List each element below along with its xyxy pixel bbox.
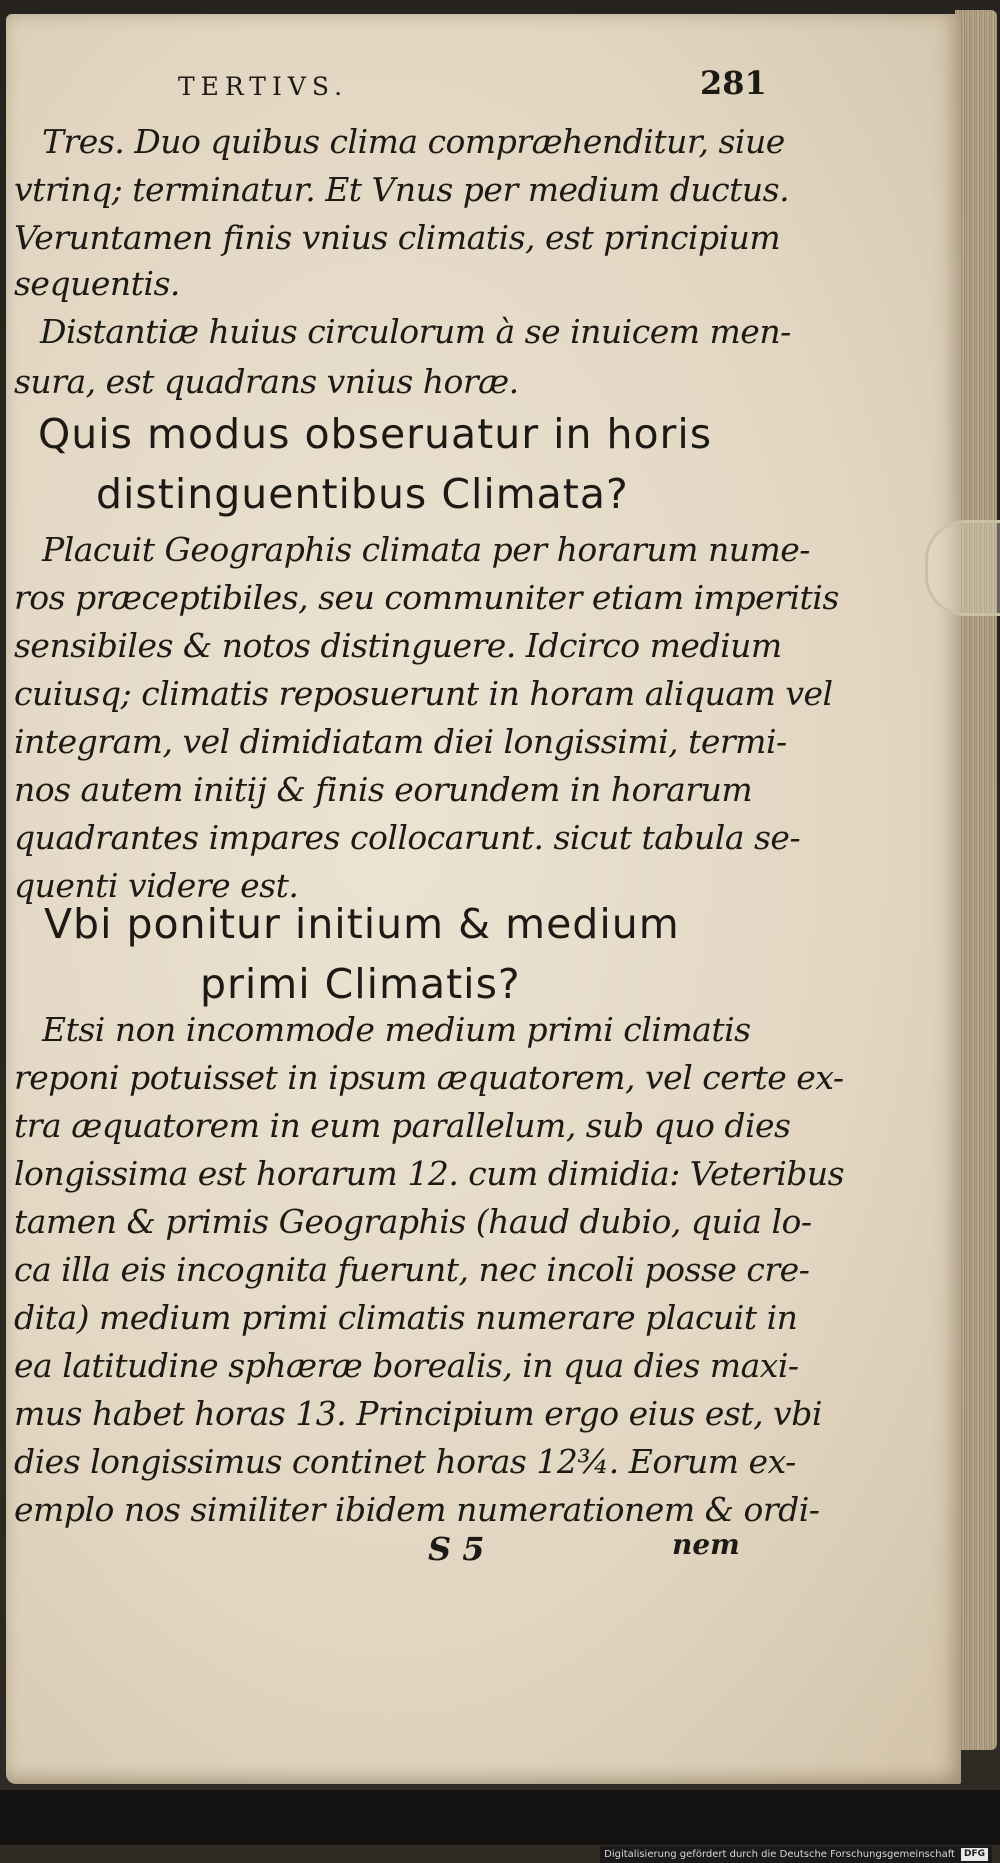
heading-line: Vbi ponitur initium & medium — [44, 900, 680, 948]
text-line: quenti videre est. — [14, 866, 299, 905]
text-line: tamen & primis Geographis (haud dubio, quia lo- — [14, 1202, 812, 1241]
catchword: nem — [672, 1528, 740, 1561]
digitization-credit — [600, 1846, 992, 1863]
page-stack-edge — [955, 10, 997, 1750]
text-line: Distantiæ huius circulorum à se inuicem men- — [40, 312, 791, 351]
text-line: Placuit Geographis climata per horarum nume- — [42, 530, 810, 569]
dfg-logo: DFG — [961, 1848, 988, 1861]
heading-line: primi Climatis? — [200, 960, 521, 1008]
text-line: dita) medium primi climatis numerare placuit in — [14, 1298, 798, 1337]
text-line: reponi potuisset in ipsum æquatorem, vel certe ex- — [14, 1058, 844, 1097]
text-line: sequentis. — [14, 264, 180, 303]
scan-bottom-band — [0, 1790, 1000, 1845]
credit-text: Digitalisierung gefördert durch die Deutsche Forschungsgemeinschaft — [604, 1849, 955, 1860]
text-line: longissima est horarum 12. cum dimidia: Veteribus — [14, 1154, 845, 1193]
text-line: cuiusq; climatis reposuerunt in horam aliquam vel — [14, 674, 833, 713]
text-line: quadrantes impares collocarunt. sicut tabula se- — [14, 818, 801, 857]
text-line: mus habet horas 13. Principium ergo eius est, vbi — [14, 1394, 822, 1433]
heading-line: distinguentibus Climata? — [96, 470, 629, 518]
text-line: ca illa eis incognita fuerunt, nec incoli posse cre- — [14, 1250, 810, 1289]
text-line: dies longissimus continet horas 12¾. Eorum ex- — [14, 1442, 796, 1481]
text-line: sura, est quadrans vnius horæ. — [14, 362, 519, 401]
text-line: vtrinq; terminatur. Et Vnus per medium ductus. — [14, 170, 790, 209]
text-line: ea latitudine sphæræ borealis, in qua dies maxi- — [14, 1346, 799, 1385]
text-line: Veruntamen finis vnius climatis, est principium — [14, 218, 781, 257]
heading-line: Quis modus obseruatur in horis — [38, 410, 713, 458]
text-line: Tres. Duo quibus clima compræhenditur, siue — [42, 122, 785, 161]
running-head: TERTIVS. — [178, 72, 349, 101]
text-line: nos autem initij & finis eorundem in horarum — [14, 770, 753, 809]
text-line: integram, vel dimidiatam diei longissimi, termi- — [14, 722, 787, 761]
signature-mark: S 5 — [428, 1530, 485, 1568]
text-line: ros præceptibiles, seu communiter etiam imperitis — [14, 578, 839, 617]
text-line: tra æquatorem in eum parallelum, sub quo dies — [14, 1106, 791, 1145]
text-line: sensibiles & notos distinguere. Idcirco medium — [14, 626, 782, 665]
text-line: emplo nos similiter ibidem numerationem & ordi- — [14, 1490, 820, 1529]
text-line: Etsi non incommode medium primi climatis — [42, 1010, 751, 1049]
page-number: 281 — [700, 64, 767, 102]
